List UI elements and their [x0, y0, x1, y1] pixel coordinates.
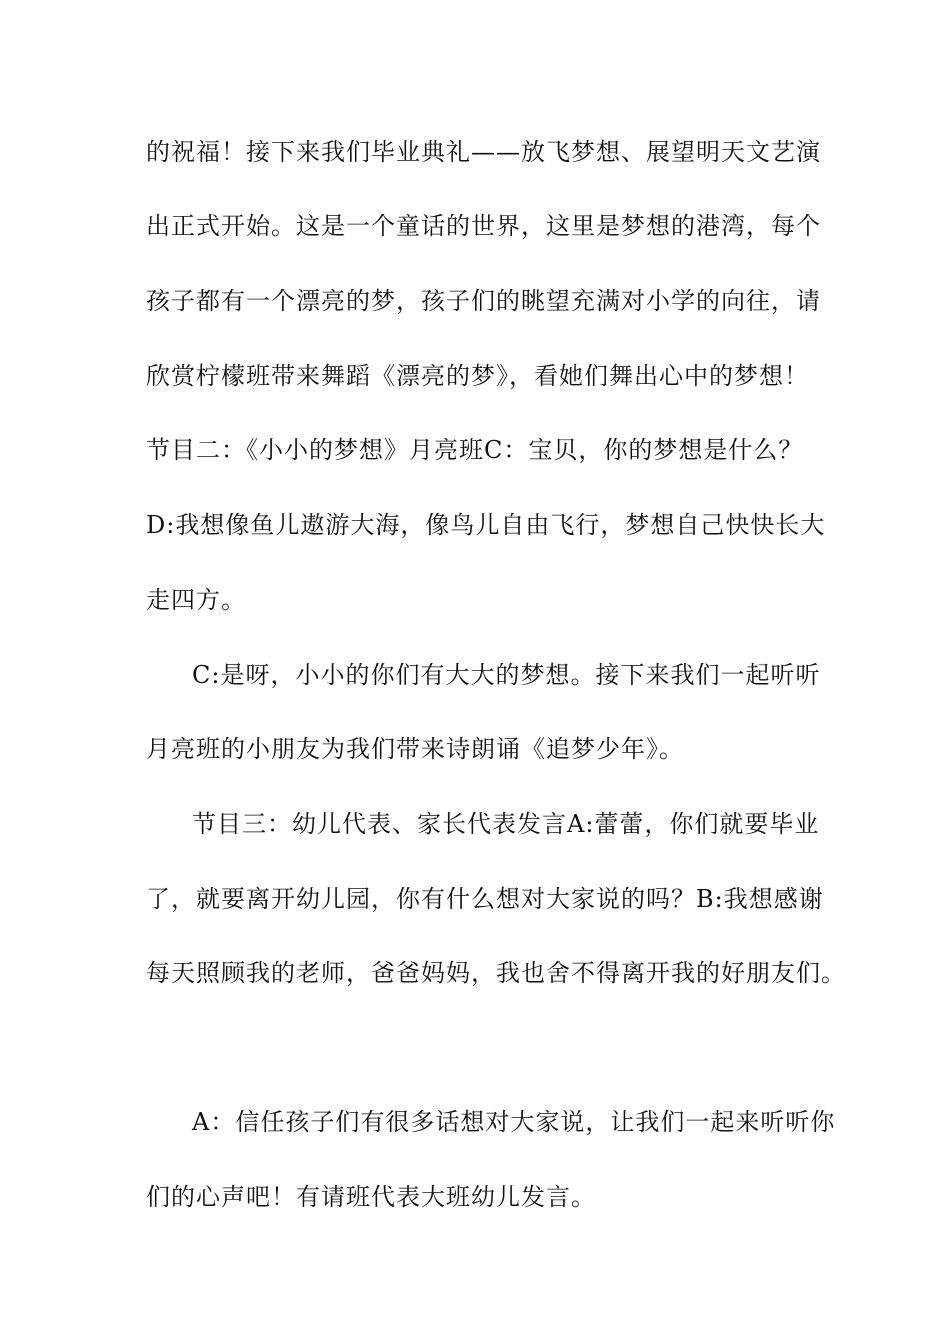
- text-line: 每天照顾我的老师，爸爸妈妈，我也舍不得离开我的好朋友们。: [146, 959, 846, 987]
- text-line: 月亮班的小朋友为我们带来诗朗诵《追梦少年》。: [146, 735, 684, 763]
- text-line: 节目二：《小小的梦想》月亮班C：宝贝，你的梦想是什么？: [146, 436, 804, 464]
- text-line: 们的心声吧！有请班代表大班幼儿发言。: [146, 1183, 596, 1211]
- text-line: 欣赏柠檬班带来舞蹈《漂亮的梦》，看她们舞出心中的梦想！: [146, 362, 809, 390]
- text-line: D:我想像鱼儿遨游大海，像鸟儿自由飞行，梦想自己快快长大: [146, 511, 826, 539]
- text-line: 的祝福！接下来我们毕业典礼——放飞梦想、展望明天文艺演: [146, 138, 821, 166]
- text-line: A：信任孩子们有很多话想对大家说，让我们一起来听听你: [192, 1108, 836, 1136]
- text-line: 出正式开始。这是一个童话的世界，这里是梦想的港湾，每个: [146, 212, 821, 240]
- text-line: 了，就要离开幼儿园，你有什么想对大家说的吗？B:我想感谢: [146, 885, 824, 913]
- text-line: 节目三：幼儿代表、家长代表发言A:蕾蕾，你们就要毕业: [192, 810, 820, 838]
- text-line: C:是呀，小小的你们有大大的梦想。接下来我们一起听听: [192, 661, 821, 689]
- text-line: 孩子都有一个漂亮的梦，孩子们的眺望充满对小学的向往，请: [146, 287, 821, 315]
- text-line: 走四方。: [146, 586, 246, 614]
